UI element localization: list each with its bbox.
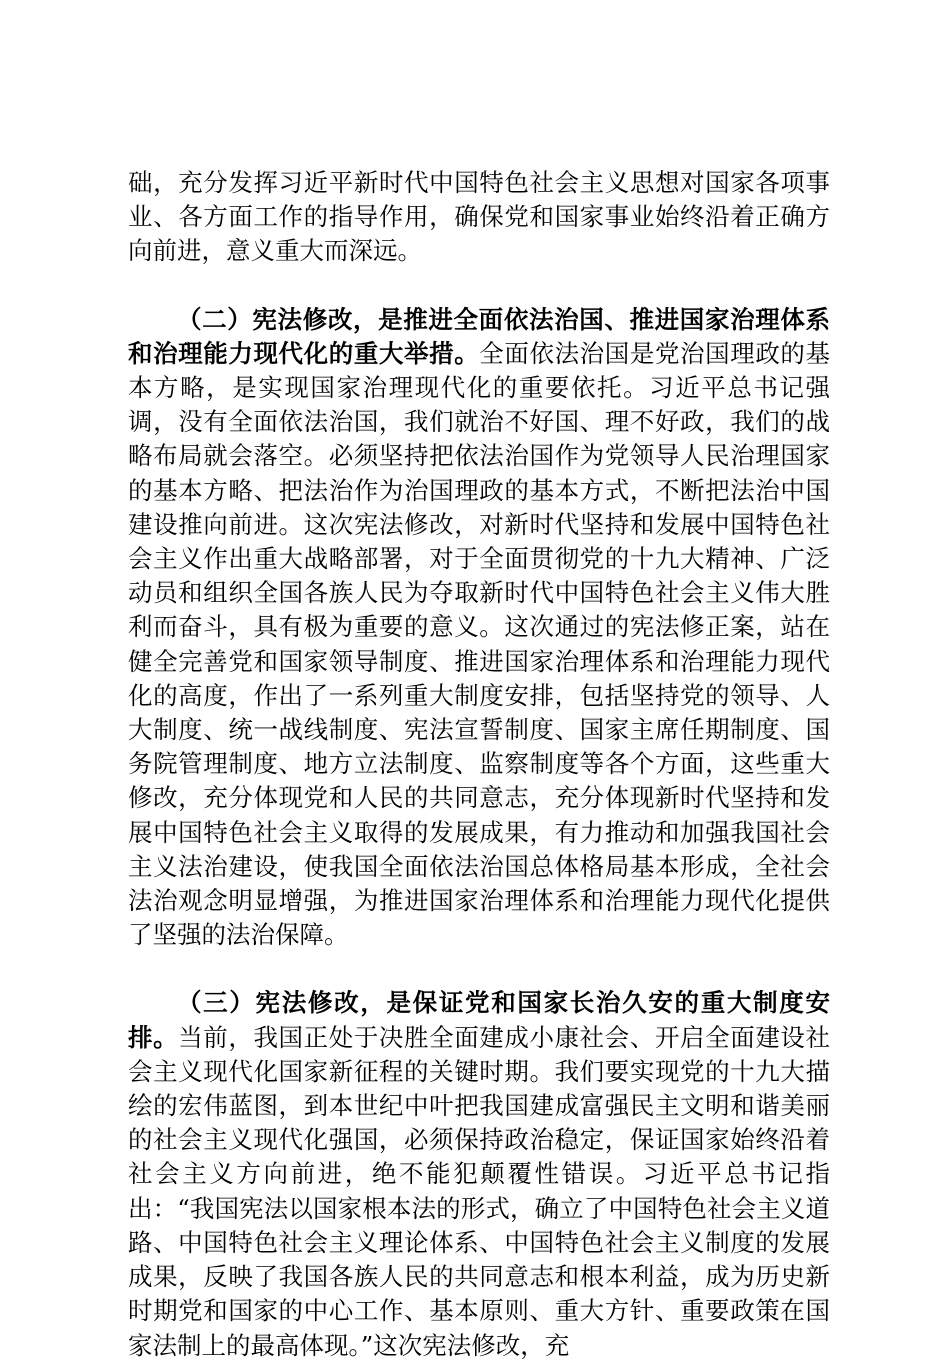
section-heading-two: （二）宪法修改，是推进全面依法治国、推进国家治理体系和治理能力现代化的重大举措。 xyxy=(128,304,830,368)
paragraph-body: 全面依法治国是党治国理政的基本方略，是实现国家治理现代化的重要依托。习近平总书记强调，没有全面依法治国，我们就治不好国、理不好政，我们的战略布局就会落空。必须坚持把依法治国作为党领导人民治理国家的基本方略、把法治作为治国理政的基本方式，不断把法治中国建设推向前进。这次宪法修改，对新时代坚持和发展中国特色社会主义作出重大战略部署，对于全面贯彻党的十九大精神、广泛动员和组织全国各族人民为夺取新时代中国特色社会主义伟大胜利而奋斗，具有极为重要的意义。这次通过的宪法修正案，站在健全完善党和国家领导制度、推进国家治理体系和治理能力现代化的高度，作出了一系列重大制度安排，包括坚持党的领导、人大制度、统一战线制度、宪法宣誓制度、国家主席任期制度、国务院管理制度、地方立法制度、监察制度等各个方面，这些重大修改，充分体现党和人民的共同意志，充分体现新时代坚持和发展中国特色社会主义取得的发展成果，有力推动和加强我国社会主义法治建设，使我国全面依法治国总体格局基本形成，全社会法治观念明显增强，为推进国家治理体系和治理能力现代化提供了坚强的法治保障。 xyxy=(128,338,830,950)
paragraph-gap xyxy=(128,269,830,303)
paragraph-body: 础，充分发挥习近平新时代中国特色社会主义思想对国家各项事业、各方面工作的指导作用，确保党和国家事业始终沿着正确方向前进，意义重大而深远。 xyxy=(128,168,830,266)
paragraph-section-three xyxy=(128,986,830,1362)
paragraph-body: 当前，我国正处于决胜全面建成小康社会、开启全面建设社会主义现代化国家新征程的关键时期。我们要实现党的十九大描绘的宏伟蓝图，到本世纪中叶把我国建成富强民主文明和谐美丽的社会主义现代化强国，必须保持政治稳定，保证国家始终沿着社会主义方向前进，绝不能犯颠覆性错误。习近平总书记指出：“我国宪法以国家根本法的形式，确立了中国特色社会主义道路、中国特色社会主义理论体系、中国特色社会主义制度的发展成果，反映了我国各族人民的共同意志和根本利益，成为历史新时期党和国家的中心工作、基本原则、重大方针、重要政策在国家法制上的最高体现。”这次宪法修改，充 xyxy=(128,1022,830,1360)
section-heading-three: （三）宪法修改，是保证党和国家长治久安的重大制度安排。 xyxy=(128,988,830,1052)
paragraph-gap xyxy=(128,952,830,986)
document-page xyxy=(128,166,830,1363)
paragraph-continuation xyxy=(128,166,830,269)
paragraph-section-two xyxy=(128,303,830,953)
